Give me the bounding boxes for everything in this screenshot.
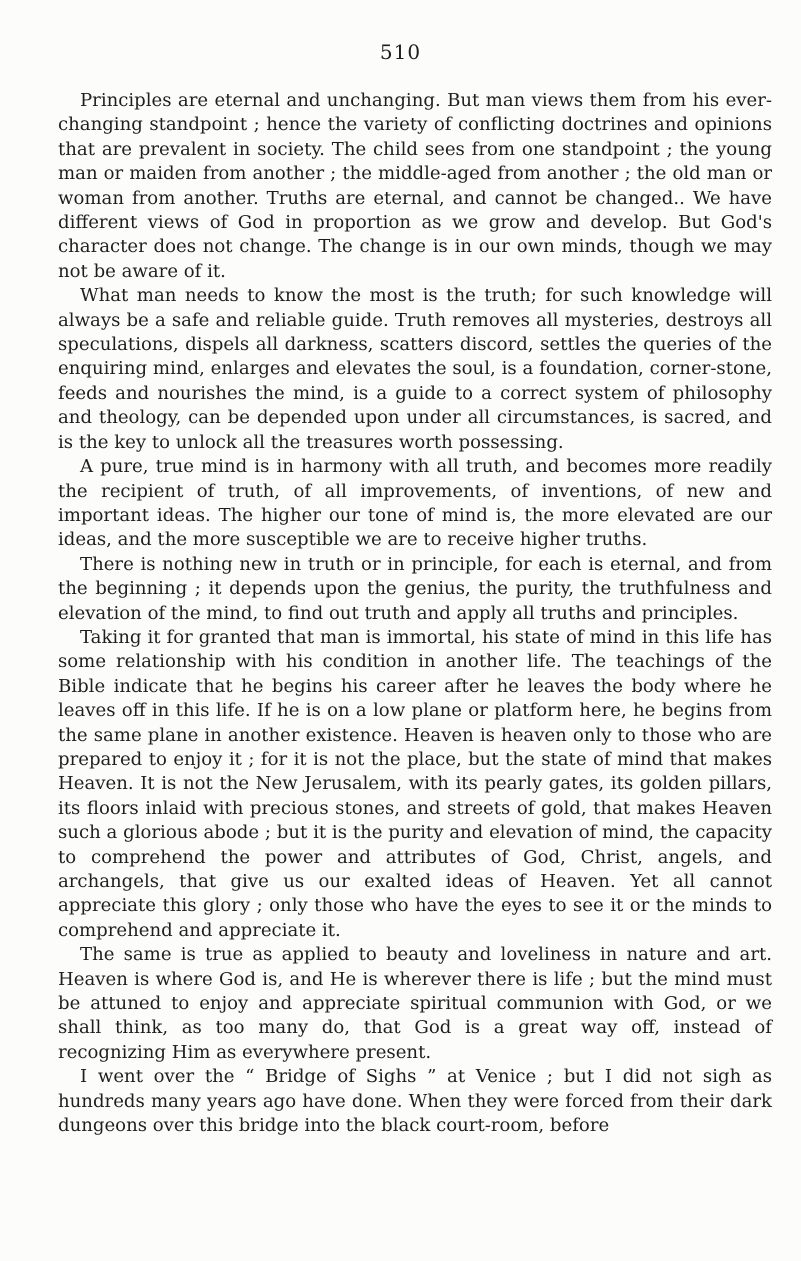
paragraph-truth: What man needs to know the most is the truth; for such knowledge will always be a safe and reliable guide. Truth removes all mysteries, destroys all speculations, dispels all darkness, scatters discord, settles the queries of the enquiring mind, enlarges and elevates the soul, is a foundation, corner-stone, feeds and nourishes the mind, is a guide to a correct system of philosophy and theology, can be depended upon under all circumstances, is sacred, and is the key to unlock all the treasures worth possessing. <box>58 285 772 453</box>
page-number: 510 <box>379 40 422 64</box>
paragraph-beauty: The same is true as applied to beauty and loveliness in nature and art. Heaven is where God is, and He is wherever there is life ; but the mind must be attuned to enjoy and appreciate spiritual communion with God, or we shall think, as too many do, that God is a great way off, instead of recognizing Him as everywhere present. <box>58 944 772 1063</box>
paragraph-pure-mind: A pure, true mind is in harmony with all truth, and becomes more readily the recipient of truth, of all improvements, of inventions, of new and important ideas. The higher our tone of mind is, the more elevated are our ideas, and the more susceptible we are to receive higher truths. <box>58 456 772 551</box>
body-text <box>58 89 772 1138</box>
paragraph-immortal: Taking it for granted that man is immortal, his state of mind in this life has some relationship with his condition in another life. The teachings of the Bible indicate that he begins his career after he leaves the body where he leaves off in this life. If he is on a low plane or platform here, he begins from the same plane in another existence. Heaven is heaven only to those who are prepared to enjoy it ; for it is not the place, but the state of mind that makes Heaven. It is not the New Jerusalem, with its pearly gates, its golden pillars, its floors inlaid with precious stones, and streets of gold, that makes Heaven such a glorious abode ; but it is the purity and elevation of mind, the capacity to comprehend the power and attributes of God, Christ, angels, and archangels, that give us our exalted ideas of Heaven. Yet all cannot appreciate this glory ; only those who have the eyes to see it or the minds to comprehend and appreciate it. <box>58 626 772 941</box>
paragraph-nothing-new: There is nothing new in truth or in principle, for each is eternal, and from the beginning ; it depends upon the genius, the purity, the truthfulness and elevation of the mind, to find out truth and apply all truths and principles. <box>58 553 772 624</box>
paragraph-principles: Principles are eternal and unchanging. But man views them from his ever-changing standpoint ; hence the variety of conflicting doctrines and opinions that are prevalent in society. The child sees from one standpoint ; the young man or maiden from another ; the middle-aged from another ; the old man or woman from another. Truths are eternal, and cannot be changed.. We have different views of God in proportion as we grow and develop. But God's character does not change. The change is in our own minds, though we may not be aware of it. <box>58 90 772 282</box>
paragraph-bridge-of-sighs: I went over the “ Bridge of Sighs ” at Venice ; but I did not sigh as hundreds many years ago have done. When they were forced from their dark dungeons over this bridge into the black court-room, before <box>58 1066 772 1137</box>
